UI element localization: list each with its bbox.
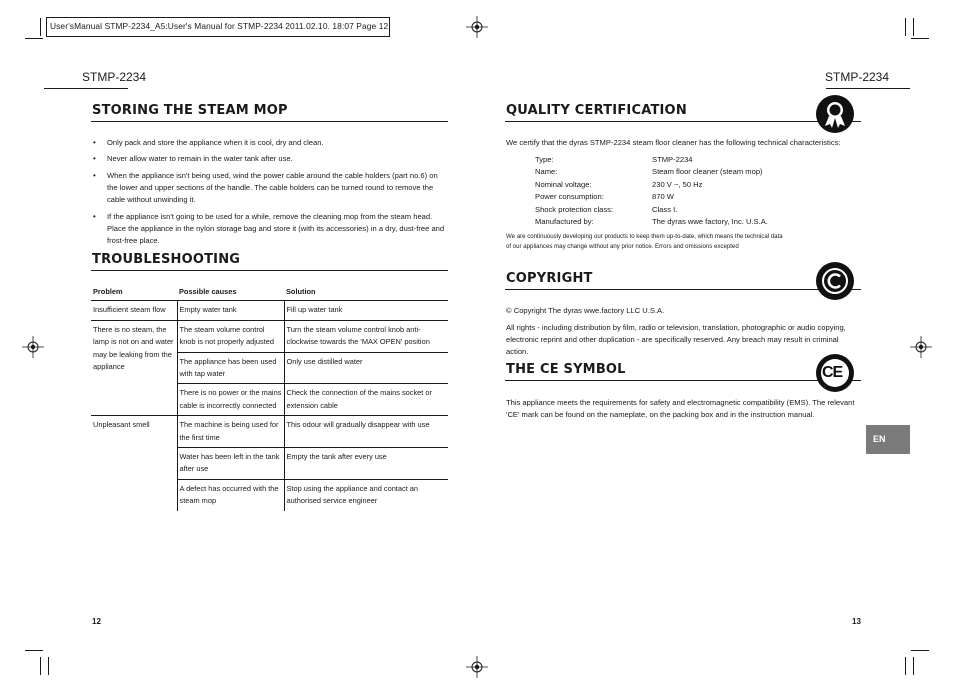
spec-value: The dyras wwe factory, Inc. U.S.A. <box>652 216 768 226</box>
cause-cell: The steam volume control knob is not properly adjusted <box>177 320 284 352</box>
storing-bullet: Only pack and store the appliance when it is cool, dry and clean. <box>107 138 324 147</box>
ce-mark-icon <box>815 353 855 393</box>
cause-cell: A defect has occurred with the steam mop <box>177 479 284 510</box>
solution-cell: This odour will gradually disappear with use <box>284 416 448 448</box>
ce-text: This appliance meets the requirements for safety and electromagnetic compatibility (EMS). The relevant 'CE' mark can be found on the nameplate, on the packing box and in the instruction manual. <box>506 398 855 420</box>
registration-mark-icon <box>466 656 488 678</box>
troubleshooting-rule <box>91 270 448 271</box>
copyright-rights: All rights - including distribution by film, radio or television, translation, photographic or audio copying, electronic reprint and other duplication - are specifically reserved. Any breach may result in criminal action. <box>506 323 846 357</box>
ce-title: THE CE SYMBOL <box>506 362 626 377</box>
storing-rule <box>91 121 448 122</box>
bullet-dot: • <box>93 171 96 180</box>
solution-cell: Only use distilled water <box>284 352 448 384</box>
award-rosette-icon <box>815 94 855 134</box>
solution-cell: Check the connection of the mains socket or extension cable <box>284 384 448 416</box>
cause-cell: Empty water tank <box>177 301 284 320</box>
quality-intro: We certify that the dyras STMP-2234 steam floor cleaner has the following technical characteristics: <box>506 138 841 147</box>
left-page-number: 12 <box>92 617 101 626</box>
copyright-title: COPYRIGHT <box>506 271 593 286</box>
solution-cell: Empty the tank after every use <box>284 448 448 480</box>
ce-rule <box>505 380 861 381</box>
cause-cell: The appliance has been used with tap water <box>177 352 284 384</box>
language-tab-label: EN <box>873 434 886 444</box>
spec-label: Nominal voltage: <box>535 179 592 189</box>
storing-title: STORING THE STEAM MOP <box>92 103 288 118</box>
language-tab-en <box>866 425 910 454</box>
spec-value: 230 V ~, 50 Hz <box>652 179 703 189</box>
left-model-label: STMP-2234 <box>82 70 147 84</box>
solution-cell: Fill up water tank <box>284 301 448 320</box>
quality-note-line-2: of our appliances may change without any prior notice. Errors and omissions excepted <box>506 243 739 250</box>
spec-value: STMP-2234 <box>652 155 693 164</box>
spec-value: 870 W <box>652 192 674 202</box>
copyright-rule <box>505 289 861 290</box>
spec-value: Steam floor cleaner (steam mop) <box>652 167 763 177</box>
left-model-rule <box>44 88 128 89</box>
bullet-dot: • <box>93 138 96 147</box>
registration-mark-icon <box>910 336 932 358</box>
solution-cell: Turn the steam volume control knob anti-clockwise towards the 'MAX OPEN' position <box>284 320 448 352</box>
spec-label: Power consumption: <box>535 192 604 202</box>
right-model-rule <box>826 88 910 89</box>
table-header-row <box>91 284 448 301</box>
spec-label: Name: <box>535 167 558 177</box>
bullet-dot: • <box>93 212 96 221</box>
quality-title: QUALITY CERTIFICATION <box>506 103 687 118</box>
table-row <box>91 320 448 352</box>
registration-mark-icon <box>22 336 44 358</box>
bullet-dot: • <box>93 154 96 163</box>
table-row <box>91 301 448 320</box>
copyright-line: © Copyright The dyras wwe.factory LLC U.S.A. <box>506 306 665 315</box>
column-header: Possible causes <box>177 284 284 301</box>
registration-mark-icon <box>466 16 488 38</box>
storing-bullet: When the appliance isn't being used, wind the power cable around the cable holders (part no.6) on the lower and upper sections of the handle. The cable holders can be turned round to remove the cable without unwinding it. <box>107 171 438 205</box>
cause-cell: There is no power or the mains cable is incorrectly connected <box>177 384 284 416</box>
problem-cell: Unpleasant smell <box>91 416 177 511</box>
cause-cell: The machine is being used for the first time <box>177 416 284 448</box>
spec-label: Shock protection class: <box>535 204 614 214</box>
ce-mark-text: CE <box>822 364 843 381</box>
spec-label: Type: <box>535 155 554 164</box>
problem-cell: Insufficient steam flow <box>91 301 177 320</box>
cause-cell: Water has been left in the tank after use <box>177 448 284 480</box>
quality-note-line-1: We are continuously developing our products to keep them up-to-date, which means the technical data <box>506 233 783 240</box>
quality-rule <box>505 121 861 122</box>
solution-cell: Stop using the appliance and contact an authorised service engineer <box>286 483 418 506</box>
problem-cell: There is no steam, the lamp is not on and water may be leaking from the appliance <box>91 320 177 415</box>
right-model-label: STMP-2234 <box>825 70 890 84</box>
right-page-number: 13 <box>852 617 861 626</box>
spec-label: Manufactured by: <box>535 216 594 226</box>
spec-value: Class I. <box>652 204 678 214</box>
print-info: User'sManual STMP-2234_A5:User's Manual for STMP-2234 2011.02.10. 18:07 Page 12 <box>50 21 389 31</box>
storing-bullet: If the appliance isn't going to be used for a while, remove the cleaning mop from the steam head. Place the appliance in the nylon storage bag and store it (with its accessories) in a dry, dust-free and frost-free place. <box>107 212 445 246</box>
column-header: Problem <box>91 284 177 301</box>
copyright-icon <box>815 261 855 301</box>
column-header: Solution <box>284 284 448 301</box>
troubleshooting-title: TROUBLESHOOTING <box>92 252 241 267</box>
table-row <box>91 416 448 448</box>
storing-bullet: Never allow water to remain in the water tank after use. <box>107 154 293 163</box>
troubleshooting-table <box>91 284 448 511</box>
